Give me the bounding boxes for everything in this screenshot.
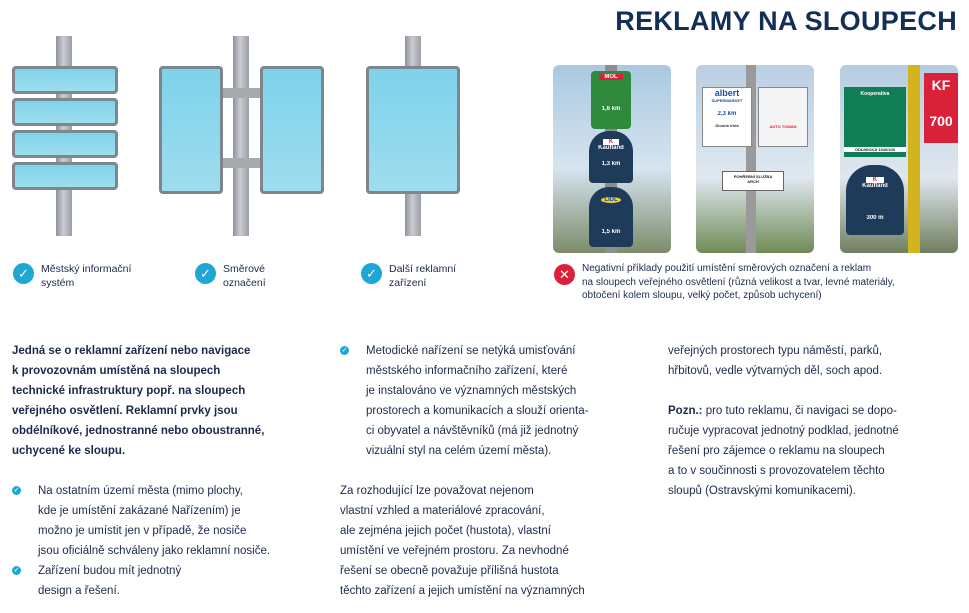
text-line: vlastní vzhled a materiálové zpracování, <box>340 505 545 517</box>
text-line: Metodické nařízení se netýká umisťování <box>366 345 576 357</box>
text-line: veřejného osvětlení. Reklamní prvky jsou <box>12 405 238 417</box>
photo-text: K <box>603 139 619 145</box>
check-circle-icon: ✓ <box>195 263 216 284</box>
text-line: řešení se obecně považuje přílišná hustota <box>340 565 559 577</box>
text-line: uchycené ke sloupu. <box>12 445 126 457</box>
albert-sign <box>702 87 752 147</box>
page-title: REKLAMY NA SLOUPECH <box>615 6 957 36</box>
funeral-service-sign <box>722 171 784 191</box>
cross-circle-icon: ✕ <box>554 264 575 285</box>
illustration-other-advertising <box>366 36 460 236</box>
illustration-directional-signs <box>159 36 325 236</box>
auto-toman-sign <box>758 87 808 147</box>
photo-negative-example-1 <box>553 65 671 253</box>
photo-text: 1,5 km <box>601 229 621 235</box>
sign-panel <box>12 66 118 94</box>
caption-directional <box>223 262 266 290</box>
text-line: design a řešení. <box>38 585 120 597</box>
kaufland-sign <box>846 165 904 235</box>
bullet-paragraph-3 <box>366 341 646 461</box>
photo-text: MOL <box>599 74 623 80</box>
photo-text: 1,3 km <box>601 161 621 167</box>
text-line <box>668 401 966 421</box>
bracket <box>219 88 265 98</box>
pole <box>233 36 249 236</box>
illustration-city-info-system <box>12 36 120 236</box>
red-sign <box>924 73 958 143</box>
sign-panel <box>12 162 118 190</box>
photo-text: LIDL <box>601 197 621 203</box>
check-bullet-icon: ✓ <box>13 487 20 494</box>
bullet-paragraph-1 <box>38 481 318 561</box>
photo-text: 300 m <box>866 215 884 221</box>
caption-line: Směrové <box>223 263 266 275</box>
paragraph-density <box>340 481 640 601</box>
photo-text: POHŘEBNÍ SLUŽBA <box>733 174 773 179</box>
text-line: a to v součinnosti s provozovatelem těchto <box>668 465 885 477</box>
photo-text: KF <box>931 77 951 93</box>
note-paragraph <box>668 401 966 501</box>
bracket <box>219 158 265 168</box>
text-line: vizuální styl na celém území města). <box>366 445 552 457</box>
photo-text: 2,3 km <box>717 111 737 117</box>
text-line: Na ostatním území města (mimo plochy, <box>38 485 243 497</box>
caption-negative <box>582 262 895 303</box>
text-line: prostorech a komunikacích a slouží orienta- <box>366 405 589 417</box>
text-line: ale zejména jejich počet (hustota), vlastní <box>340 525 551 537</box>
caption-line: zařízení <box>389 277 427 289</box>
kooperativa-sign <box>844 87 906 157</box>
photo-text: SUPERMARKET <box>711 98 743 103</box>
text-line: umístění ve veřejném prostoru. Za nevhodné <box>340 545 569 557</box>
text-line: sloupů (Ostravskými komunikacemi). <box>668 485 856 497</box>
text-line: obdélníkové, jednostranné nebo oboustranné, <box>12 425 265 437</box>
check-circle-icon: ✓ <box>361 263 382 284</box>
photo-text: 1,6 km <box>601 106 621 112</box>
bullet-paragraph-2 <box>38 561 318 601</box>
photo-text: Kooperativa <box>860 91 890 97</box>
text-line: jsou oficiálně schváleny jako reklamní nosiče. <box>38 545 271 557</box>
sign-panel <box>366 66 460 194</box>
lidl-sign <box>589 187 633 247</box>
check-circle-icon: ✓ <box>13 263 34 284</box>
photo-negative-example-2 <box>696 65 814 253</box>
text-line: městského informačního zařízení, které <box>366 365 568 377</box>
caption-line: Negativní příklady použití umístění směrových označení a reklam <box>582 263 872 274</box>
text-line: je instalováno ve významných městských <box>366 385 577 397</box>
text-line: veřejných prostorech typu náměstí, parků, <box>668 345 883 357</box>
photo-text: ARCH <box>747 179 759 184</box>
text-line: technické infrastruktury popř. na sloupech <box>12 385 246 397</box>
caption-line: Městský informační <box>41 263 132 275</box>
sign-panel <box>260 66 324 194</box>
intro-paragraph <box>12 341 312 461</box>
caption-line: systém <box>41 277 75 289</box>
paragraph-continued <box>668 341 963 381</box>
text-line: ručuje vypracovat jednotný podklad, jednotné <box>668 425 899 437</box>
photo-text: Kaufland <box>862 183 888 189</box>
caption-other <box>389 262 456 290</box>
mol-sign <box>591 71 631 129</box>
photo-text: Kaufland <box>598 145 624 151</box>
photo-text: albert <box>714 88 740 98</box>
photo-text: K <box>866 177 884 183</box>
kaufland-sign <box>589 131 633 183</box>
text-line: řešení pro zájemce o reklamu na sloupech <box>668 445 885 457</box>
text-line: k provozovnám umístěná na sloupech <box>12 365 221 377</box>
sign-panel <box>12 130 118 158</box>
sign-panel <box>159 66 223 194</box>
photo-negative-example-3 <box>840 65 958 253</box>
photo-text: Dlouhá třída <box>715 123 739 128</box>
caption-line: Další reklamní <box>389 263 457 275</box>
caption-city-info <box>41 262 131 290</box>
text-line: Zařízení budou mít jednotný <box>38 565 182 577</box>
text-line: kde je umístění zakázané Nařízením) je <box>38 505 241 517</box>
note-label: Pozn.: <box>668 405 703 417</box>
text-line: ci obyvatel a návštěvníků (má již jednotný <box>366 425 579 437</box>
check-bullet-icon: ✓ <box>13 567 20 574</box>
check-bullet-icon: ✓ <box>341 347 348 354</box>
caption-line: obtočení kolem sloupu, velký počet, způsob uchycení) <box>582 290 822 301</box>
text-span: pro tuto reklamu, či navigaci se dopo- <box>702 405 897 417</box>
text-line: Za rozhodující lze považovat nejenom <box>340 485 534 497</box>
caption-line: označení <box>223 277 266 289</box>
caption-line: na sloupech veřejného osvětlení (různá velikost a tvar, levné materiály, <box>582 276 895 288</box>
photo-text: 700 <box>929 113 953 129</box>
pole <box>908 65 920 253</box>
text-line: hřbitovů, vedle výtvarných děl, soch apod. <box>668 365 883 377</box>
text-line: Jedná se o reklamní zařízení nebo navigace <box>12 345 251 357</box>
photo-text: ODLINICKÁ 1940/249 <box>844 147 906 152</box>
sign-panel <box>12 98 118 126</box>
text-line: možno je umístit jen v případě, že nosiče <box>38 525 247 537</box>
photo-text: AUTO TOMAN <box>769 124 797 129</box>
text-line: těchto zařízení a jejich umístění na významných <box>340 585 585 597</box>
